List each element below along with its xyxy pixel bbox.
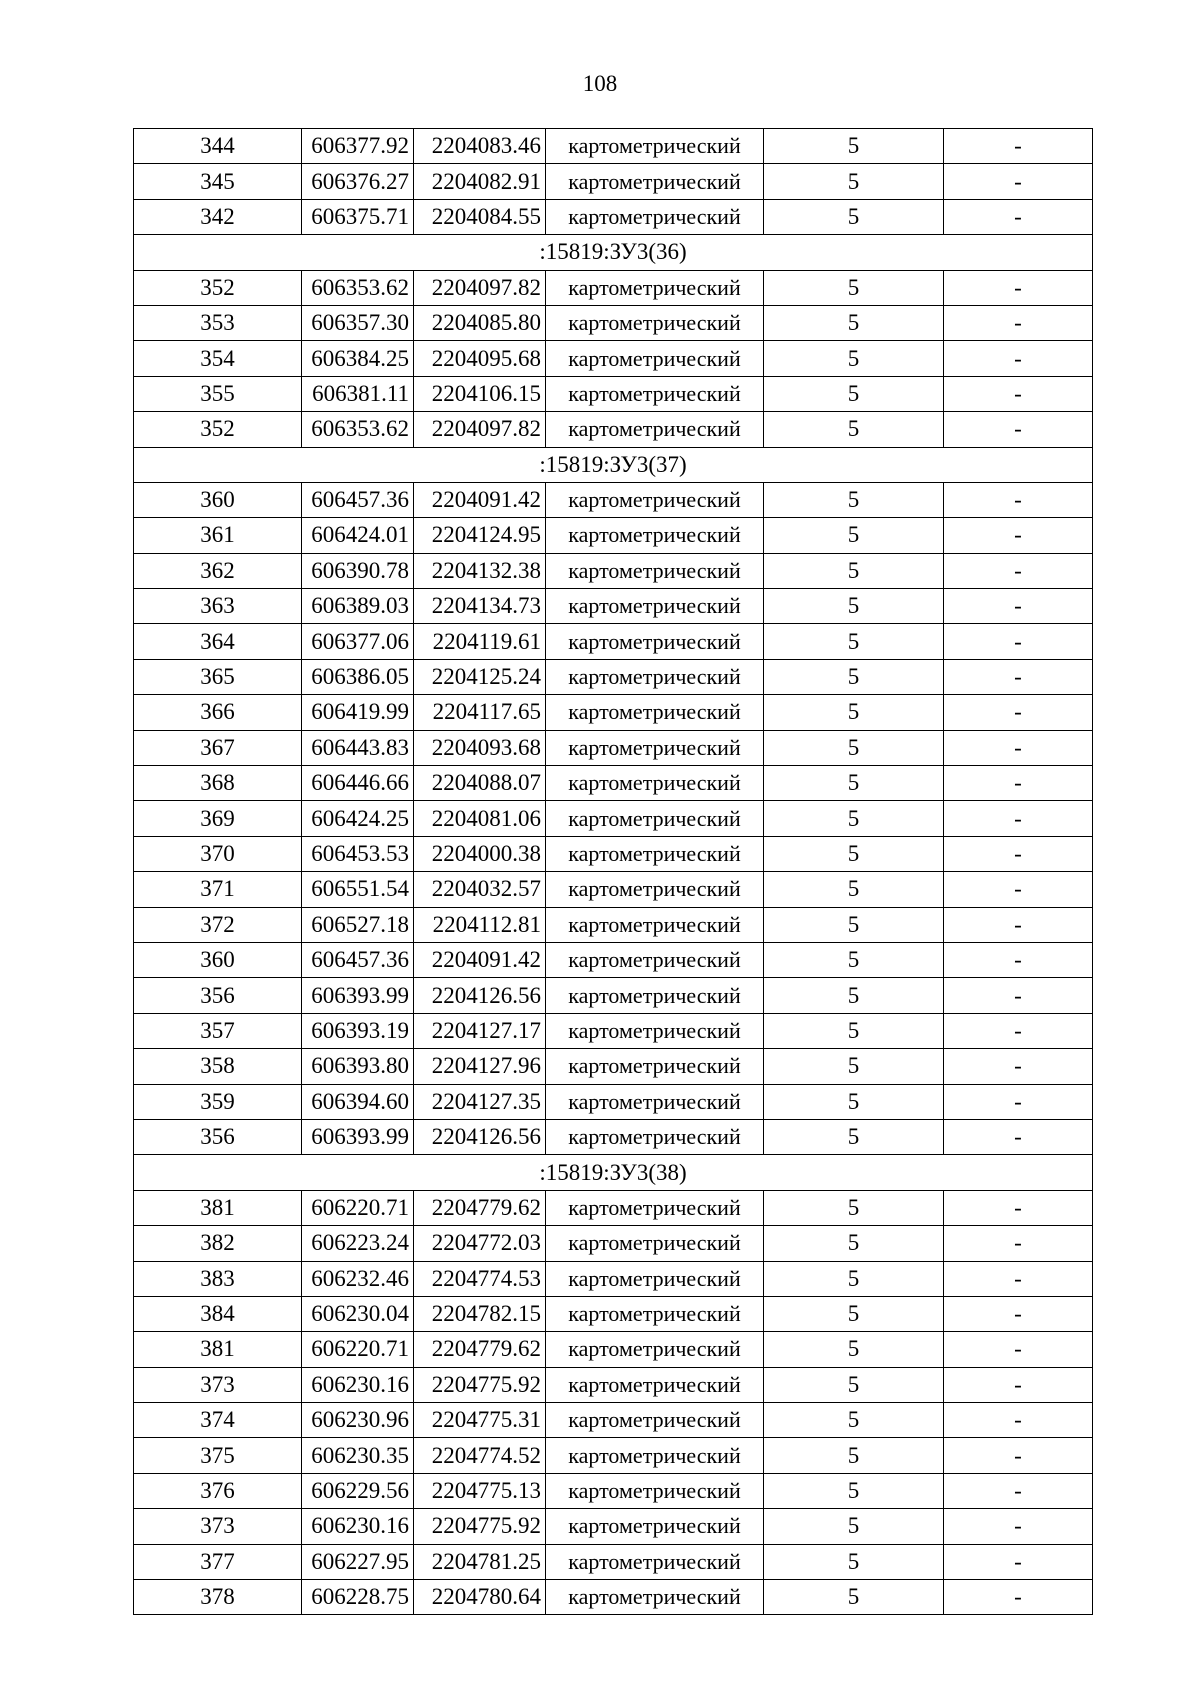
accuracy-cell: 5	[764, 659, 944, 694]
method-cell: картометрический	[546, 942, 764, 977]
table-row	[134, 1438, 1093, 1473]
table-row	[134, 1544, 1093, 1579]
table-row	[134, 695, 1093, 730]
point-number-cell: 381	[134, 1332, 302, 1367]
page-number: 108	[582, 71, 618, 96]
point-number-cell: 360	[134, 942, 302, 977]
x-coordinate-cell: 606424.01	[302, 518, 414, 553]
section-header-row	[134, 1155, 1093, 1190]
y-coordinate-cell: 2204112.81	[414, 907, 546, 942]
description-cell: -	[944, 1049, 1093, 1084]
description-cell: -	[944, 270, 1093, 305]
section-title: :15819:ЗУ3(37)	[134, 447, 1093, 482]
table-row	[134, 305, 1093, 340]
method-cell: картометрический	[546, 1367, 764, 1402]
coordinates-table-body	[134, 129, 1093, 1615]
point-number-cell: 357	[134, 1013, 302, 1048]
point-number-cell: 359	[134, 1084, 302, 1119]
y-coordinate-cell: 2204775.31	[414, 1403, 546, 1438]
method-cell: картометрический	[546, 1332, 764, 1367]
point-number-cell: 352	[134, 412, 302, 447]
x-coordinate-cell: 606377.92	[302, 129, 414, 164]
x-coordinate-cell: 606230.35	[302, 1438, 414, 1473]
point-number-cell: 363	[134, 589, 302, 624]
accuracy-cell: 5	[764, 978, 944, 1013]
point-number-cell: 362	[134, 553, 302, 588]
method-cell: картометрический	[546, 376, 764, 411]
point-number-cell: 372	[134, 907, 302, 942]
description-cell: -	[944, 518, 1093, 553]
method-cell: картометрический	[546, 659, 764, 694]
description-cell: -	[944, 1403, 1093, 1438]
x-coordinate-cell: 606386.05	[302, 659, 414, 694]
method-cell: картометрический	[546, 518, 764, 553]
accuracy-cell: 5	[764, 164, 944, 199]
accuracy-cell: 5	[764, 341, 944, 376]
y-coordinate-cell: 2204127.96	[414, 1049, 546, 1084]
y-coordinate-cell: 2204095.68	[414, 341, 546, 376]
accuracy-cell: 5	[764, 1261, 944, 1296]
x-coordinate-cell: 606527.18	[302, 907, 414, 942]
y-coordinate-cell: 2204124.95	[414, 518, 546, 553]
accuracy-cell: 5	[764, 1403, 944, 1438]
accuracy-cell: 5	[764, 695, 944, 730]
y-coordinate-cell: 2204780.64	[414, 1580, 546, 1615]
accuracy-cell: 5	[764, 1509, 944, 1544]
description-cell: -	[944, 1119, 1093, 1154]
point-number-cell: 376	[134, 1473, 302, 1508]
method-cell: картометрический	[546, 1049, 764, 1084]
point-number-cell: 358	[134, 1049, 302, 1084]
table-row	[134, 129, 1093, 164]
table-row	[134, 553, 1093, 588]
method-cell: картометрический	[546, 872, 764, 907]
description-cell: -	[944, 1509, 1093, 1544]
point-number-cell: 369	[134, 801, 302, 836]
point-number-cell: 371	[134, 872, 302, 907]
description-cell: -	[944, 482, 1093, 517]
method-cell: картометрический	[546, 1013, 764, 1048]
accuracy-cell: 5	[764, 305, 944, 340]
y-coordinate-cell: 2204085.80	[414, 305, 546, 340]
table-row	[134, 1367, 1093, 1402]
table-row	[134, 1190, 1093, 1225]
table-row	[134, 518, 1093, 553]
description-cell: -	[944, 341, 1093, 376]
point-number-cell: 365	[134, 659, 302, 694]
x-coordinate-cell: 606223.24	[302, 1226, 414, 1261]
method-cell: картометрический	[546, 1190, 764, 1225]
x-coordinate-cell: 606384.25	[302, 341, 414, 376]
x-coordinate-cell: 606232.46	[302, 1261, 414, 1296]
point-number-cell: 366	[134, 695, 302, 730]
y-coordinate-cell: 2204091.42	[414, 942, 546, 977]
accuracy-cell: 5	[764, 1473, 944, 1508]
x-coordinate-cell: 606419.99	[302, 695, 414, 730]
accuracy-cell: 5	[764, 412, 944, 447]
accuracy-cell: 5	[764, 836, 944, 871]
x-coordinate-cell: 606228.75	[302, 1580, 414, 1615]
method-cell: картометрический	[546, 836, 764, 871]
x-coordinate-cell: 606353.62	[302, 412, 414, 447]
table-row	[134, 659, 1093, 694]
description-cell: -	[944, 907, 1093, 942]
table-row	[134, 942, 1093, 977]
description-cell: -	[944, 589, 1093, 624]
method-cell: картометрический	[546, 1296, 764, 1331]
table-row	[134, 978, 1093, 1013]
x-coordinate-cell: 606357.30	[302, 305, 414, 340]
x-coordinate-cell: 606393.99	[302, 978, 414, 1013]
table-row	[134, 341, 1093, 376]
y-coordinate-cell: 2204084.55	[414, 199, 546, 234]
table-row	[134, 1403, 1093, 1438]
y-coordinate-cell: 2204781.25	[414, 1544, 546, 1579]
y-coordinate-cell: 2204775.92	[414, 1367, 546, 1402]
accuracy-cell: 5	[764, 1084, 944, 1119]
description-cell: -	[944, 553, 1093, 588]
y-coordinate-cell: 2204083.46	[414, 129, 546, 164]
table-row	[134, 412, 1093, 447]
y-coordinate-cell: 2204081.06	[414, 801, 546, 836]
y-coordinate-cell: 2204106.15	[414, 376, 546, 411]
method-cell: картометрический	[546, 129, 764, 164]
description-cell: -	[944, 695, 1093, 730]
accuracy-cell: 5	[764, 589, 944, 624]
point-number-cell: 373	[134, 1509, 302, 1544]
method-cell: картометрический	[546, 1509, 764, 1544]
point-number-cell: 367	[134, 730, 302, 765]
y-coordinate-cell: 2204772.03	[414, 1226, 546, 1261]
table-row	[134, 1580, 1093, 1615]
description-cell: -	[944, 659, 1093, 694]
description-cell: -	[944, 1580, 1093, 1615]
table-row	[134, 1226, 1093, 1261]
method-cell: картометрический	[546, 164, 764, 199]
y-coordinate-cell: 2204126.56	[414, 1119, 546, 1154]
description-cell: -	[944, 199, 1093, 234]
point-number-cell: 356	[134, 978, 302, 1013]
accuracy-cell: 5	[764, 942, 944, 977]
y-coordinate-cell: 2204134.73	[414, 589, 546, 624]
method-cell: картометрический	[546, 1226, 764, 1261]
accuracy-cell: 5	[764, 1190, 944, 1225]
method-cell: картометрический	[546, 695, 764, 730]
x-coordinate-cell: 606457.36	[302, 942, 414, 977]
description-cell: -	[944, 1296, 1093, 1331]
x-coordinate-cell: 606229.56	[302, 1473, 414, 1508]
x-coordinate-cell: 606393.80	[302, 1049, 414, 1084]
table-row	[134, 270, 1093, 305]
point-number-cell: 353	[134, 305, 302, 340]
x-coordinate-cell: 606375.71	[302, 199, 414, 234]
y-coordinate-cell: 2204000.38	[414, 836, 546, 871]
table-row	[134, 1013, 1093, 1048]
description-cell: -	[944, 164, 1093, 199]
description-cell: -	[944, 1261, 1093, 1296]
description-cell: -	[944, 942, 1093, 977]
method-cell: картометрический	[546, 1084, 764, 1119]
point-number-cell: 374	[134, 1403, 302, 1438]
method-cell: картометрический	[546, 1438, 764, 1473]
section-header-row	[134, 447, 1093, 482]
description-cell: -	[944, 129, 1093, 164]
y-coordinate-cell: 2204032.57	[414, 872, 546, 907]
method-cell: картометрический	[546, 553, 764, 588]
table-row	[134, 1119, 1093, 1154]
accuracy-cell: 5	[764, 553, 944, 588]
point-number-cell: 381	[134, 1190, 302, 1225]
accuracy-cell: 5	[764, 1332, 944, 1367]
point-number-cell: 355	[134, 376, 302, 411]
description-cell: -	[944, 801, 1093, 836]
method-cell: картометрический	[546, 730, 764, 765]
y-coordinate-cell: 2204126.56	[414, 978, 546, 1013]
accuracy-cell: 5	[764, 129, 944, 164]
method-cell: картометрический	[546, 801, 764, 836]
accuracy-cell: 5	[764, 482, 944, 517]
x-coordinate-cell: 606394.60	[302, 1084, 414, 1119]
coordinates-table	[133, 128, 1093, 1615]
table-row	[134, 589, 1093, 624]
description-cell: -	[944, 624, 1093, 659]
x-coordinate-cell: 606443.83	[302, 730, 414, 765]
accuracy-cell: 5	[764, 518, 944, 553]
x-coordinate-cell: 606381.11	[302, 376, 414, 411]
description-cell: -	[944, 1226, 1093, 1261]
table-row	[134, 836, 1093, 871]
accuracy-cell: 5	[764, 270, 944, 305]
method-cell: картометрический	[546, 199, 764, 234]
x-coordinate-cell: 606220.71	[302, 1332, 414, 1367]
accuracy-cell: 5	[764, 801, 944, 836]
section-header-row	[134, 235, 1093, 270]
method-cell: картометрический	[546, 978, 764, 1013]
table-row	[134, 1084, 1093, 1119]
description-cell: -	[944, 1084, 1093, 1119]
point-number-cell: 382	[134, 1226, 302, 1261]
description-cell: -	[944, 1438, 1093, 1473]
x-coordinate-cell: 606230.16	[302, 1509, 414, 1544]
point-number-cell: 345	[134, 164, 302, 199]
accuracy-cell: 5	[764, 1296, 944, 1331]
point-number-cell: 364	[134, 624, 302, 659]
accuracy-cell: 5	[764, 872, 944, 907]
y-coordinate-cell: 2204779.62	[414, 1332, 546, 1367]
point-number-cell: 344	[134, 129, 302, 164]
y-coordinate-cell: 2204775.92	[414, 1509, 546, 1544]
y-coordinate-cell: 2204779.62	[414, 1190, 546, 1225]
y-coordinate-cell: 2204091.42	[414, 482, 546, 517]
method-cell: картометрический	[546, 341, 764, 376]
description-cell: -	[944, 730, 1093, 765]
table-row	[134, 872, 1093, 907]
y-coordinate-cell: 2204125.24	[414, 659, 546, 694]
accuracy-cell: 5	[764, 376, 944, 411]
table-row	[134, 907, 1093, 942]
x-coordinate-cell: 606551.54	[302, 872, 414, 907]
x-coordinate-cell: 606230.96	[302, 1403, 414, 1438]
y-coordinate-cell: 2204082.91	[414, 164, 546, 199]
point-number-cell: 352	[134, 270, 302, 305]
method-cell: картометрический	[546, 1544, 764, 1579]
y-coordinate-cell: 2204088.07	[414, 766, 546, 801]
accuracy-cell: 5	[764, 766, 944, 801]
description-cell: -	[944, 766, 1093, 801]
table-row	[134, 766, 1093, 801]
method-cell: картометрический	[546, 412, 764, 447]
accuracy-cell: 5	[764, 624, 944, 659]
table-row	[134, 1332, 1093, 1367]
accuracy-cell: 5	[764, 1438, 944, 1473]
x-coordinate-cell: 606424.25	[302, 801, 414, 836]
y-coordinate-cell: 2204097.82	[414, 412, 546, 447]
method-cell: картометрический	[546, 1580, 764, 1615]
x-coordinate-cell: 606220.71	[302, 1190, 414, 1225]
point-number-cell: 375	[134, 1438, 302, 1473]
description-cell: -	[944, 1473, 1093, 1508]
description-cell: -	[944, 1367, 1093, 1402]
y-coordinate-cell: 2204127.35	[414, 1084, 546, 1119]
y-coordinate-cell: 2204119.61	[414, 624, 546, 659]
method-cell: картометрический	[546, 624, 764, 659]
point-number-cell: 360	[134, 482, 302, 517]
point-number-cell: 342	[134, 199, 302, 234]
description-cell: -	[944, 978, 1093, 1013]
point-number-cell: 354	[134, 341, 302, 376]
method-cell: картометрический	[546, 766, 764, 801]
section-title: :15819:ЗУ3(38)	[134, 1155, 1093, 1190]
table-row	[134, 1473, 1093, 1508]
point-number-cell: 370	[134, 836, 302, 871]
point-number-cell: 384	[134, 1296, 302, 1331]
x-coordinate-cell: 606457.36	[302, 482, 414, 517]
table-row	[134, 376, 1093, 411]
y-coordinate-cell: 2204132.38	[414, 553, 546, 588]
accuracy-cell: 5	[764, 1013, 944, 1048]
x-coordinate-cell: 606389.03	[302, 589, 414, 624]
x-coordinate-cell: 606227.95	[302, 1544, 414, 1579]
x-coordinate-cell: 606393.19	[302, 1013, 414, 1048]
method-cell: картометрический	[546, 589, 764, 624]
point-number-cell: 377	[134, 1544, 302, 1579]
section-title: :15819:ЗУ3(36)	[134, 235, 1093, 270]
accuracy-cell: 5	[764, 907, 944, 942]
table-row	[134, 482, 1093, 517]
x-coordinate-cell: 606377.06	[302, 624, 414, 659]
method-cell: картометрический	[546, 305, 764, 340]
x-coordinate-cell: 606453.53	[302, 836, 414, 871]
description-cell: -	[944, 412, 1093, 447]
point-number-cell: 368	[134, 766, 302, 801]
table-row	[134, 730, 1093, 765]
method-cell: картометрический	[546, 1261, 764, 1296]
point-number-cell: 356	[134, 1119, 302, 1154]
method-cell: картометрический	[546, 907, 764, 942]
accuracy-cell: 5	[764, 1226, 944, 1261]
table-row	[134, 1509, 1093, 1544]
accuracy-cell: 5	[764, 199, 944, 234]
description-cell: -	[944, 1013, 1093, 1048]
table-row	[134, 624, 1093, 659]
description-cell: -	[944, 305, 1093, 340]
description-cell: -	[944, 1332, 1093, 1367]
x-coordinate-cell: 606353.62	[302, 270, 414, 305]
y-coordinate-cell: 2204775.13	[414, 1473, 546, 1508]
description-cell: -	[944, 376, 1093, 411]
description-cell: -	[944, 1190, 1093, 1225]
y-coordinate-cell: 2204127.17	[414, 1013, 546, 1048]
accuracy-cell: 5	[764, 1049, 944, 1084]
point-number-cell: 378	[134, 1580, 302, 1615]
x-coordinate-cell: 606230.04	[302, 1296, 414, 1331]
y-coordinate-cell: 2204782.15	[414, 1296, 546, 1331]
accuracy-cell: 5	[764, 1119, 944, 1154]
y-coordinate-cell: 2204117.65	[414, 695, 546, 730]
point-number-cell: 361	[134, 518, 302, 553]
x-coordinate-cell: 606230.16	[302, 1367, 414, 1402]
method-cell: картометрический	[546, 1119, 764, 1154]
accuracy-cell: 5	[764, 1580, 944, 1615]
table-row	[134, 1049, 1093, 1084]
method-cell: картометрический	[546, 1403, 764, 1438]
description-cell: -	[944, 872, 1093, 907]
table-row	[134, 1261, 1093, 1296]
table-row	[134, 1296, 1093, 1331]
description-cell: -	[944, 836, 1093, 871]
x-coordinate-cell: 606393.99	[302, 1119, 414, 1154]
table-row	[134, 199, 1093, 234]
point-number-cell: 373	[134, 1367, 302, 1402]
y-coordinate-cell: 2204774.52	[414, 1438, 546, 1473]
y-coordinate-cell: 2204097.82	[414, 270, 546, 305]
x-coordinate-cell: 606376.27	[302, 164, 414, 199]
method-cell: картометрический	[546, 482, 764, 517]
table-row	[134, 801, 1093, 836]
point-number-cell: 383	[134, 1261, 302, 1296]
method-cell: картометрический	[546, 270, 764, 305]
accuracy-cell: 5	[764, 730, 944, 765]
accuracy-cell: 5	[764, 1544, 944, 1579]
x-coordinate-cell: 606390.78	[302, 553, 414, 588]
accuracy-cell: 5	[764, 1367, 944, 1402]
x-coordinate-cell: 606446.66	[302, 766, 414, 801]
y-coordinate-cell: 2204093.68	[414, 730, 546, 765]
table-row	[134, 164, 1093, 199]
description-cell: -	[944, 1544, 1093, 1579]
y-coordinate-cell: 2204774.53	[414, 1261, 546, 1296]
method-cell: картометрический	[546, 1473, 764, 1508]
